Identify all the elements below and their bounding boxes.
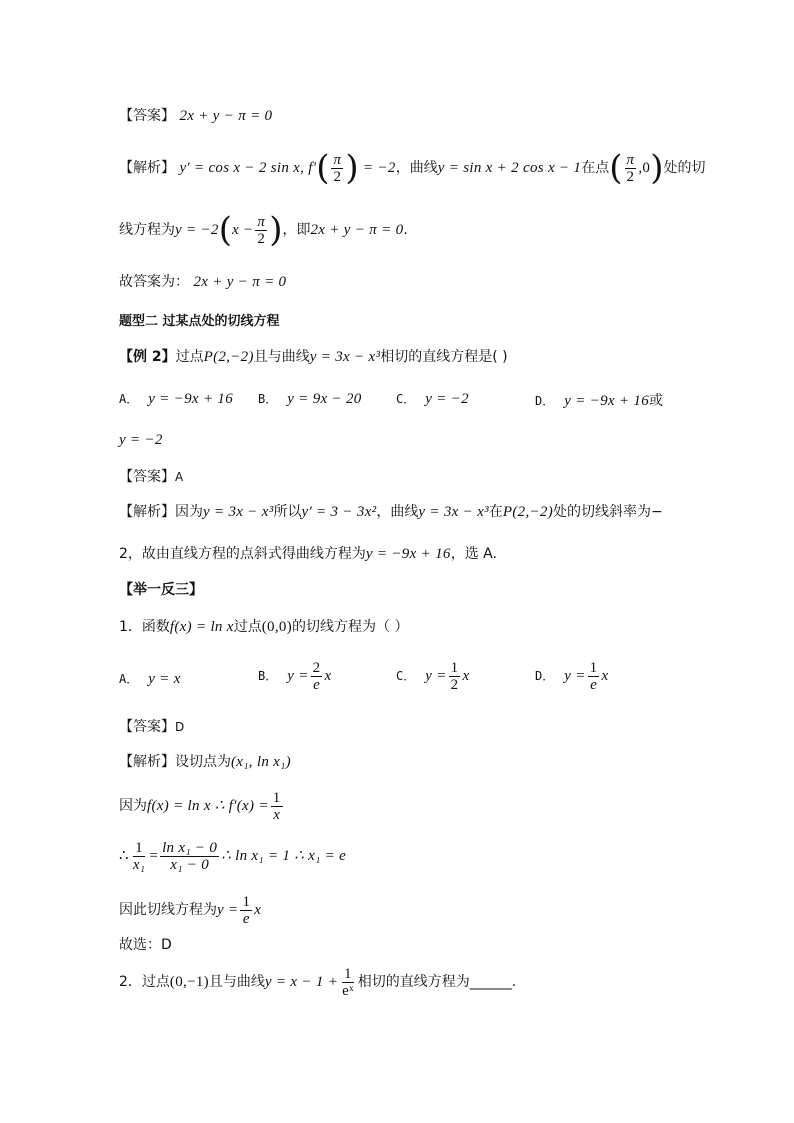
text-through: 过点 <box>175 349 204 365</box>
analysis-tag: 【解析】 <box>119 160 175 176</box>
therefore-sign: ∴ <box>119 848 129 864</box>
period: . <box>403 222 408 238</box>
option-label: D． <box>535 669 555 683</box>
option-c <box>396 390 469 408</box>
option-label: A． <box>119 672 139 686</box>
derivative-statement: f(x) = ln x ∴ f'(x) = <box>147 798 269 814</box>
one-over-e: $\frac{1}{e}$ <box>242 893 251 927</box>
text-so: 所以 <box>273 504 302 520</box>
point-p: P(2,−2) <box>502 504 554 520</box>
answer-value: D <box>175 720 185 734</box>
question-1 <box>119 617 684 637</box>
text-with-curve: 且与曲线 <box>253 349 310 365</box>
text-because: 因为 <box>119 798 147 814</box>
left-paren-3: ( <box>218 210 232 250</box>
answer-tag: 【答案】 <box>119 469 175 485</box>
option-label: C． <box>396 392 416 406</box>
text-at-point: 在点 <box>581 160 610 176</box>
answer-2 <box>119 467 684 487</box>
one-over-ex: $\frac{1}{\text{eˣ}}$ <box>342 965 354 999</box>
tangent-final: 2x + y − π = 0 <box>310 222 404 238</box>
one-over-x: $\frac{1}{x}$ <box>272 789 281 823</box>
q1-option-b <box>258 660 331 693</box>
text-through: 过点 <box>233 619 262 635</box>
derivative-expr: y' = cos x − 2 sin x, f' <box>179 160 317 176</box>
option-label: A． <box>119 392 139 406</box>
practice-heading: 【举一反三】 <box>119 582 203 598</box>
derivative-expr: y' = 3 − 3x² <box>301 504 377 520</box>
equals: = <box>149 848 159 864</box>
text-final: 故答案为： <box>119 274 189 290</box>
text-because: 因为 <box>175 504 203 520</box>
because-line <box>119 786 684 826</box>
final-answer-1 <box>119 272 684 292</box>
slope-frac: $\frac{\text{ln x₁ − 0}}{\text{x₁ − 0}}$ <box>162 839 218 873</box>
option-d-second: y = −2 <box>119 432 163 448</box>
y-equals: y = <box>217 902 239 918</box>
right-paren: ) <box>345 148 359 188</box>
x-minus: x − <box>231 222 254 238</box>
curve-2: y = 3x − x³ <box>309 349 381 365</box>
option-label: B． <box>258 392 278 406</box>
pi-over-2-b: $\frac{\pi}{2}$ <box>626 151 635 185</box>
one-over-x1: $\frac{1}{\text{x₁}}$ <box>132 839 146 873</box>
option-value: y = −9x + 16 <box>148 391 234 407</box>
hence-line <box>119 890 684 930</box>
text-or: 或 <box>649 393 664 409</box>
text-curve: ，曲线 <box>395 160 438 176</box>
right-paren-3: ) <box>269 210 283 250</box>
text-hence: 因此切线方程为 <box>119 902 217 918</box>
option-value: y = −2 <box>425 391 469 407</box>
text-question: 相切的直线方程为______. <box>357 974 517 990</box>
text-curve: ，曲线 <box>376 504 419 520</box>
choose-d: 故选：D <box>119 937 172 953</box>
answer-3 <box>119 717 684 737</box>
option-d <box>535 390 663 410</box>
left-paren-2: ( <box>609 148 623 188</box>
answer-tag: 【答案】 <box>119 719 175 735</box>
option-frac: $\frac{1}{2}$ <box>450 660 459 693</box>
option-b <box>258 390 362 408</box>
example-2 <box>119 347 684 367</box>
solve-result: ∴ ln x₁ = 1 ∴ x₁ = e <box>221 848 347 864</box>
text-function: 1．函数 <box>119 619 170 635</box>
point-y: ,0 <box>638 160 651 176</box>
option-value: y = 9x − 20 <box>287 391 362 407</box>
text-with-curve: 且与曲线 <box>208 974 265 990</box>
x-var: x <box>254 902 262 918</box>
q1-option-c <box>396 660 469 693</box>
tangent-point: (x₁, ln x₁) <box>231 754 291 770</box>
text-point-slope: 2，故由直线方程的点斜式得曲线方程为 <box>119 546 366 562</box>
text-tangent: 处的切 <box>663 160 706 176</box>
text-tangent-point: 设切点为 <box>175 754 231 770</box>
tangent-lhs: y = −2 <box>175 222 219 238</box>
pi-over-2-c: $\frac{\pi}{2}$ <box>257 213 266 247</box>
text-ie: ，即 <box>282 222 311 238</box>
analysis-2-cont <box>119 544 684 564</box>
analysis-tag: 【解析】 <box>119 504 175 520</box>
analysis-tag: 【解析】 <box>119 754 175 770</box>
analysis-1 <box>119 148 706 188</box>
origin-point: (0,0) <box>261 619 292 635</box>
question-2 <box>119 962 684 1002</box>
answer-1 <box>119 106 684 126</box>
pi-over-2: $\frac{\pi}{2}$ <box>333 151 342 185</box>
q1-option-a <box>119 670 181 688</box>
curve-expr: y = x − 1 + <box>264 974 339 990</box>
result-line: y = −9x + 16 <box>365 546 451 562</box>
option-post: x <box>462 668 470 684</box>
curve-expr-2: y = 3x − x³ <box>418 504 489 520</box>
curve-expr: y = sin x + 2 cos x − 1 <box>437 160 582 176</box>
left-paren: ( <box>316 148 330 188</box>
function-expr: f(x) = ln x <box>169 619 234 635</box>
option-label: B． <box>258 669 278 683</box>
analysis-3 <box>119 752 684 772</box>
point-p: P(2,−2) <box>203 349 254 365</box>
option-value: y = −9x + 16 <box>564 393 650 409</box>
section-title: 题型二 过某点处的切线方程 <box>119 314 280 329</box>
answer-value: A <box>175 470 184 484</box>
text-question: 相切的直线方程是( ) <box>380 349 508 365</box>
option-label: C． <box>396 669 416 683</box>
option-post: x <box>324 668 332 684</box>
text-at: 在 <box>488 504 503 520</box>
curve-expr: y = 3x − x³ <box>203 504 274 520</box>
derivative-value: = −2 <box>363 160 396 176</box>
text-choose: ，选 A. <box>450 546 497 562</box>
option-label: D． <box>535 394 555 408</box>
option-post: x <box>601 668 609 684</box>
option-frac: $\frac{1}{e}$ <box>589 660 598 693</box>
answer-1-math: 2x + y − π = 0 <box>179 108 273 124</box>
option-frac: $\frac{2}{e}$ <box>312 660 321 693</box>
option-d-cont <box>119 430 684 450</box>
text-slope: 处的切线斜率为− <box>553 504 663 520</box>
answer-tag: 【答案】 <box>119 108 175 124</box>
final-math: 2x + y − π = 0 <box>193 274 287 290</box>
example-tag: 【例 2】 <box>119 349 176 365</box>
q1-option-d <box>535 660 608 693</box>
analysis-2 <box>119 502 684 522</box>
text-line-eq: 线方程为 <box>119 222 175 238</box>
option-a <box>119 390 233 408</box>
point: (0,−1) <box>169 974 209 990</box>
text-question: 的切线方程为（ ） <box>292 619 409 635</box>
option-pre: y = <box>425 668 447 684</box>
text-through: 2．过点 <box>119 974 170 990</box>
analysis-1-cont <box>119 210 684 250</box>
therefore-line <box>119 836 684 876</box>
option-pre: y = <box>564 668 586 684</box>
option-value: y = x <box>148 671 181 687</box>
option-pre: y = <box>287 668 309 684</box>
right-paren-2: ) <box>650 148 664 188</box>
